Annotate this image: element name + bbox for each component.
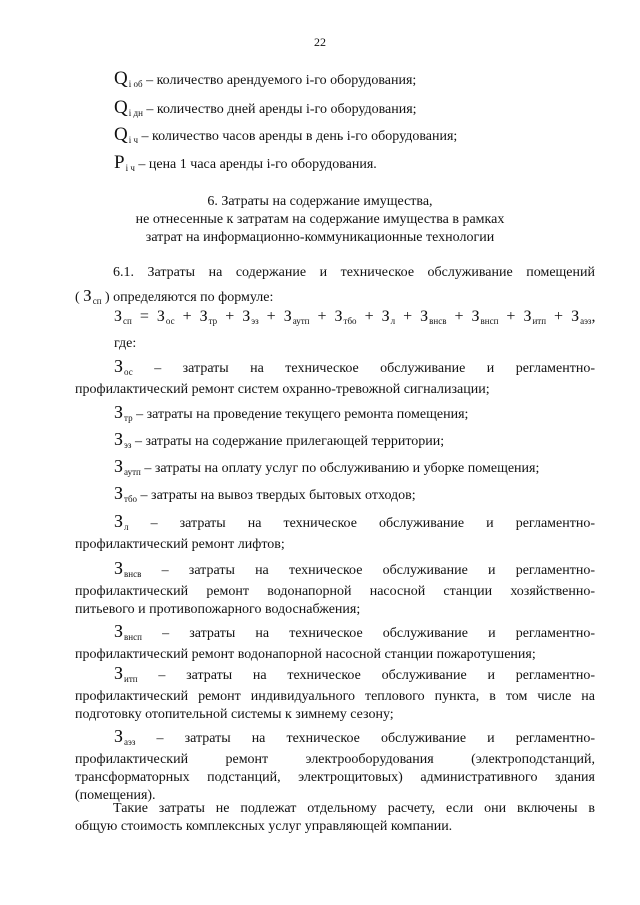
entry-line: профилактический ремонт водонапорной насосной станции пожаротушения; [75, 647, 536, 662]
subscript: эз [124, 440, 132, 450]
entry-line: (помещения). [75, 788, 156, 803]
formula-term: З [199, 308, 208, 325]
closing-paragraph [75, 800, 595, 836]
intro-line-2 [75, 287, 595, 310]
subscript: итп [124, 674, 138, 684]
entry-z-aez [75, 727, 595, 805]
symbol: З [83, 286, 92, 305]
entry-z-l [75, 512, 595, 554]
entry-line: подготовку отопительной системы к зимнему сезону; [75, 707, 394, 722]
symbol: З [114, 663, 124, 683]
entry-text: – затраты на техническое обслуживание и регламентно- [158, 668, 595, 683]
subscript: внсв [124, 569, 142, 579]
definition-text: – количество часов аренды в день i-го оборудования; [141, 129, 458, 144]
plus-sign: + [403, 308, 413, 325]
formula-term-sub: итп [532, 316, 547, 326]
entry-text: – затраты на проведение текущего ремонта помещения; [136, 407, 469, 422]
entry-z-vnsp [75, 622, 595, 664]
entry-z-tr [114, 402, 468, 423]
formula [114, 308, 596, 326]
subscript: i дн [128, 108, 143, 118]
plus-sign: + [182, 308, 192, 325]
entry-text: – затраты на вывоз твердых бытовых отходов; [140, 488, 416, 503]
plus-sign: + [317, 308, 327, 325]
entry-first-line [75, 357, 595, 381]
entry-first-line [75, 664, 595, 688]
formula-term-sub: эз [251, 316, 259, 326]
entry-line: трансформаторных подстанций, электрощитовых) административного здания [75, 770, 595, 785]
intro-line: 6.1. Затраты на содержание и техническое обслуживание помещений [113, 265, 595, 280]
entry-text: – затраты на техническое обслуживание и регламентно- [150, 516, 595, 531]
formula-term-sub: внсп [480, 316, 499, 326]
closing-line: общую стоимость комплексных услуг управляющей компании. [75, 819, 453, 834]
definition-text: – количество арендуемого i-го оборудования; [146, 73, 417, 88]
formula-term-sub: тр [208, 316, 218, 326]
formula-term: З [523, 308, 532, 325]
entry-z-itp [75, 664, 595, 724]
subscript: внсп [124, 632, 142, 642]
formula-term-sub: аутп [292, 316, 310, 326]
formula-lhs-sub: сп [123, 316, 132, 326]
symbol: З [114, 356, 124, 376]
formula-term-sub: тбо [343, 316, 357, 326]
plus-sign: + [554, 308, 564, 325]
symbol: З [114, 483, 124, 503]
symbol: Q [114, 97, 128, 118]
formula-term: З [381, 308, 390, 325]
equals-sign: = [139, 308, 149, 325]
formula-term: З [571, 308, 580, 325]
formula-term-sub: внсв [429, 316, 447, 326]
definition-q-ob [114, 68, 416, 90]
plus-sign: + [266, 308, 276, 325]
entry-z-ez [114, 429, 444, 450]
entry-text: – затраты на техническое обслуживание и регламентно- [156, 731, 595, 746]
formula-term: З [156, 308, 165, 325]
symbol: Q [114, 68, 128, 89]
subscript: аутп [124, 467, 141, 477]
entry-first-line [75, 622, 595, 646]
subscript: аэз [124, 737, 136, 747]
entry-first-line [75, 512, 595, 536]
entry-line: профилактический ремонт индивидуального теплового пункта, в том числе на [75, 689, 595, 704]
subscript: тр [124, 413, 133, 423]
formula-term-sub: аэз [580, 316, 592, 326]
formula-term: З [283, 308, 292, 325]
plus-sign: + [454, 308, 464, 325]
symbol: З [114, 402, 124, 422]
paren-open: ( [75, 290, 84, 305]
symbol: З [114, 558, 124, 578]
entry-line: профилактический ремонт водонапорной насосной станции хозяйственно- [75, 584, 595, 599]
subscript: i ч [125, 163, 135, 173]
symbol: З [114, 621, 124, 641]
symbol: З [114, 456, 124, 476]
formula-term: З [334, 308, 343, 325]
entry-line: питьевого и противопожарного водоснабжения; [75, 602, 361, 617]
plus-sign: + [225, 308, 235, 325]
entry-text: – затраты на техническое обслуживание и регламентно- [162, 626, 595, 641]
entry-first-line [75, 559, 595, 583]
entry-text: – затраты на содержание прилегающей территории; [134, 434, 445, 449]
symbol: З [114, 511, 124, 531]
definition-q-ch [114, 124, 457, 146]
entry-first-line [75, 727, 595, 751]
heading-line: 6. Затраты на содержание имущества, [207, 194, 433, 209]
entry-line: профилактический ремонт систем охранно-тревожной сигнализации; [75, 382, 490, 397]
subscript: тбо [124, 494, 138, 504]
heading-line: затрат на информационно-коммуникационные технологии [145, 230, 495, 245]
symbol: P [114, 152, 125, 173]
plus-sign: + [506, 308, 516, 325]
entry-line: профилактический ремонт электрооборудования (электроподстанций, [75, 752, 595, 767]
entry-z-tbo [114, 483, 416, 504]
subscript: ос [124, 367, 133, 377]
entry-text: – затраты на техническое обслуживание и регламентно- [161, 563, 595, 578]
symbol: Q [114, 124, 128, 145]
definition-text: – количество дней аренды i-го оборудования; [146, 102, 417, 117]
entry-z-autp [114, 456, 539, 477]
symbol: З [114, 429, 124, 449]
definition-text: – цена 1 часа аренды i-го оборудования. [138, 157, 377, 172]
subscript: сп [92, 296, 102, 306]
formula-comma: , [591, 308, 596, 325]
closing-line: Такие затраты не подлежат отдельному расчету, если они включены в [113, 801, 595, 816]
heading-line: не отнесенные к затратам на содержание имущества в рамках [135, 212, 505, 227]
formula-lhs: З [114, 308, 123, 325]
symbol: З [114, 726, 124, 746]
page-number: 22 [314, 35, 326, 49]
entry-text: – затраты на техническое обслуживание и регламентно- [154, 361, 595, 376]
formula-term: З [471, 308, 480, 325]
section-heading [60, 193, 580, 247]
intro-paragraph [75, 264, 595, 310]
definition-q-dn [114, 97, 417, 119]
formula-term-sub: ос [165, 316, 175, 326]
intro-text: ) определяются по формуле: [101, 290, 274, 305]
entry-z-os [75, 357, 595, 399]
entry-line: профилактический ремонт лифтов; [75, 537, 285, 552]
where-label: где: [114, 336, 137, 351]
formula-term-sub: л [390, 316, 396, 326]
subscript: i ч [128, 135, 139, 145]
formula-term: З [420, 308, 429, 325]
formula-term: З [242, 308, 251, 325]
entry-text: – затраты на оплату услуг по обслуживанию и уборке помещения; [144, 461, 540, 476]
entry-z-vnsv [75, 559, 595, 619]
plus-sign: + [364, 308, 374, 325]
subscript: л [124, 522, 129, 532]
definition-p-ch [114, 152, 377, 174]
subscript: i об [128, 79, 143, 89]
